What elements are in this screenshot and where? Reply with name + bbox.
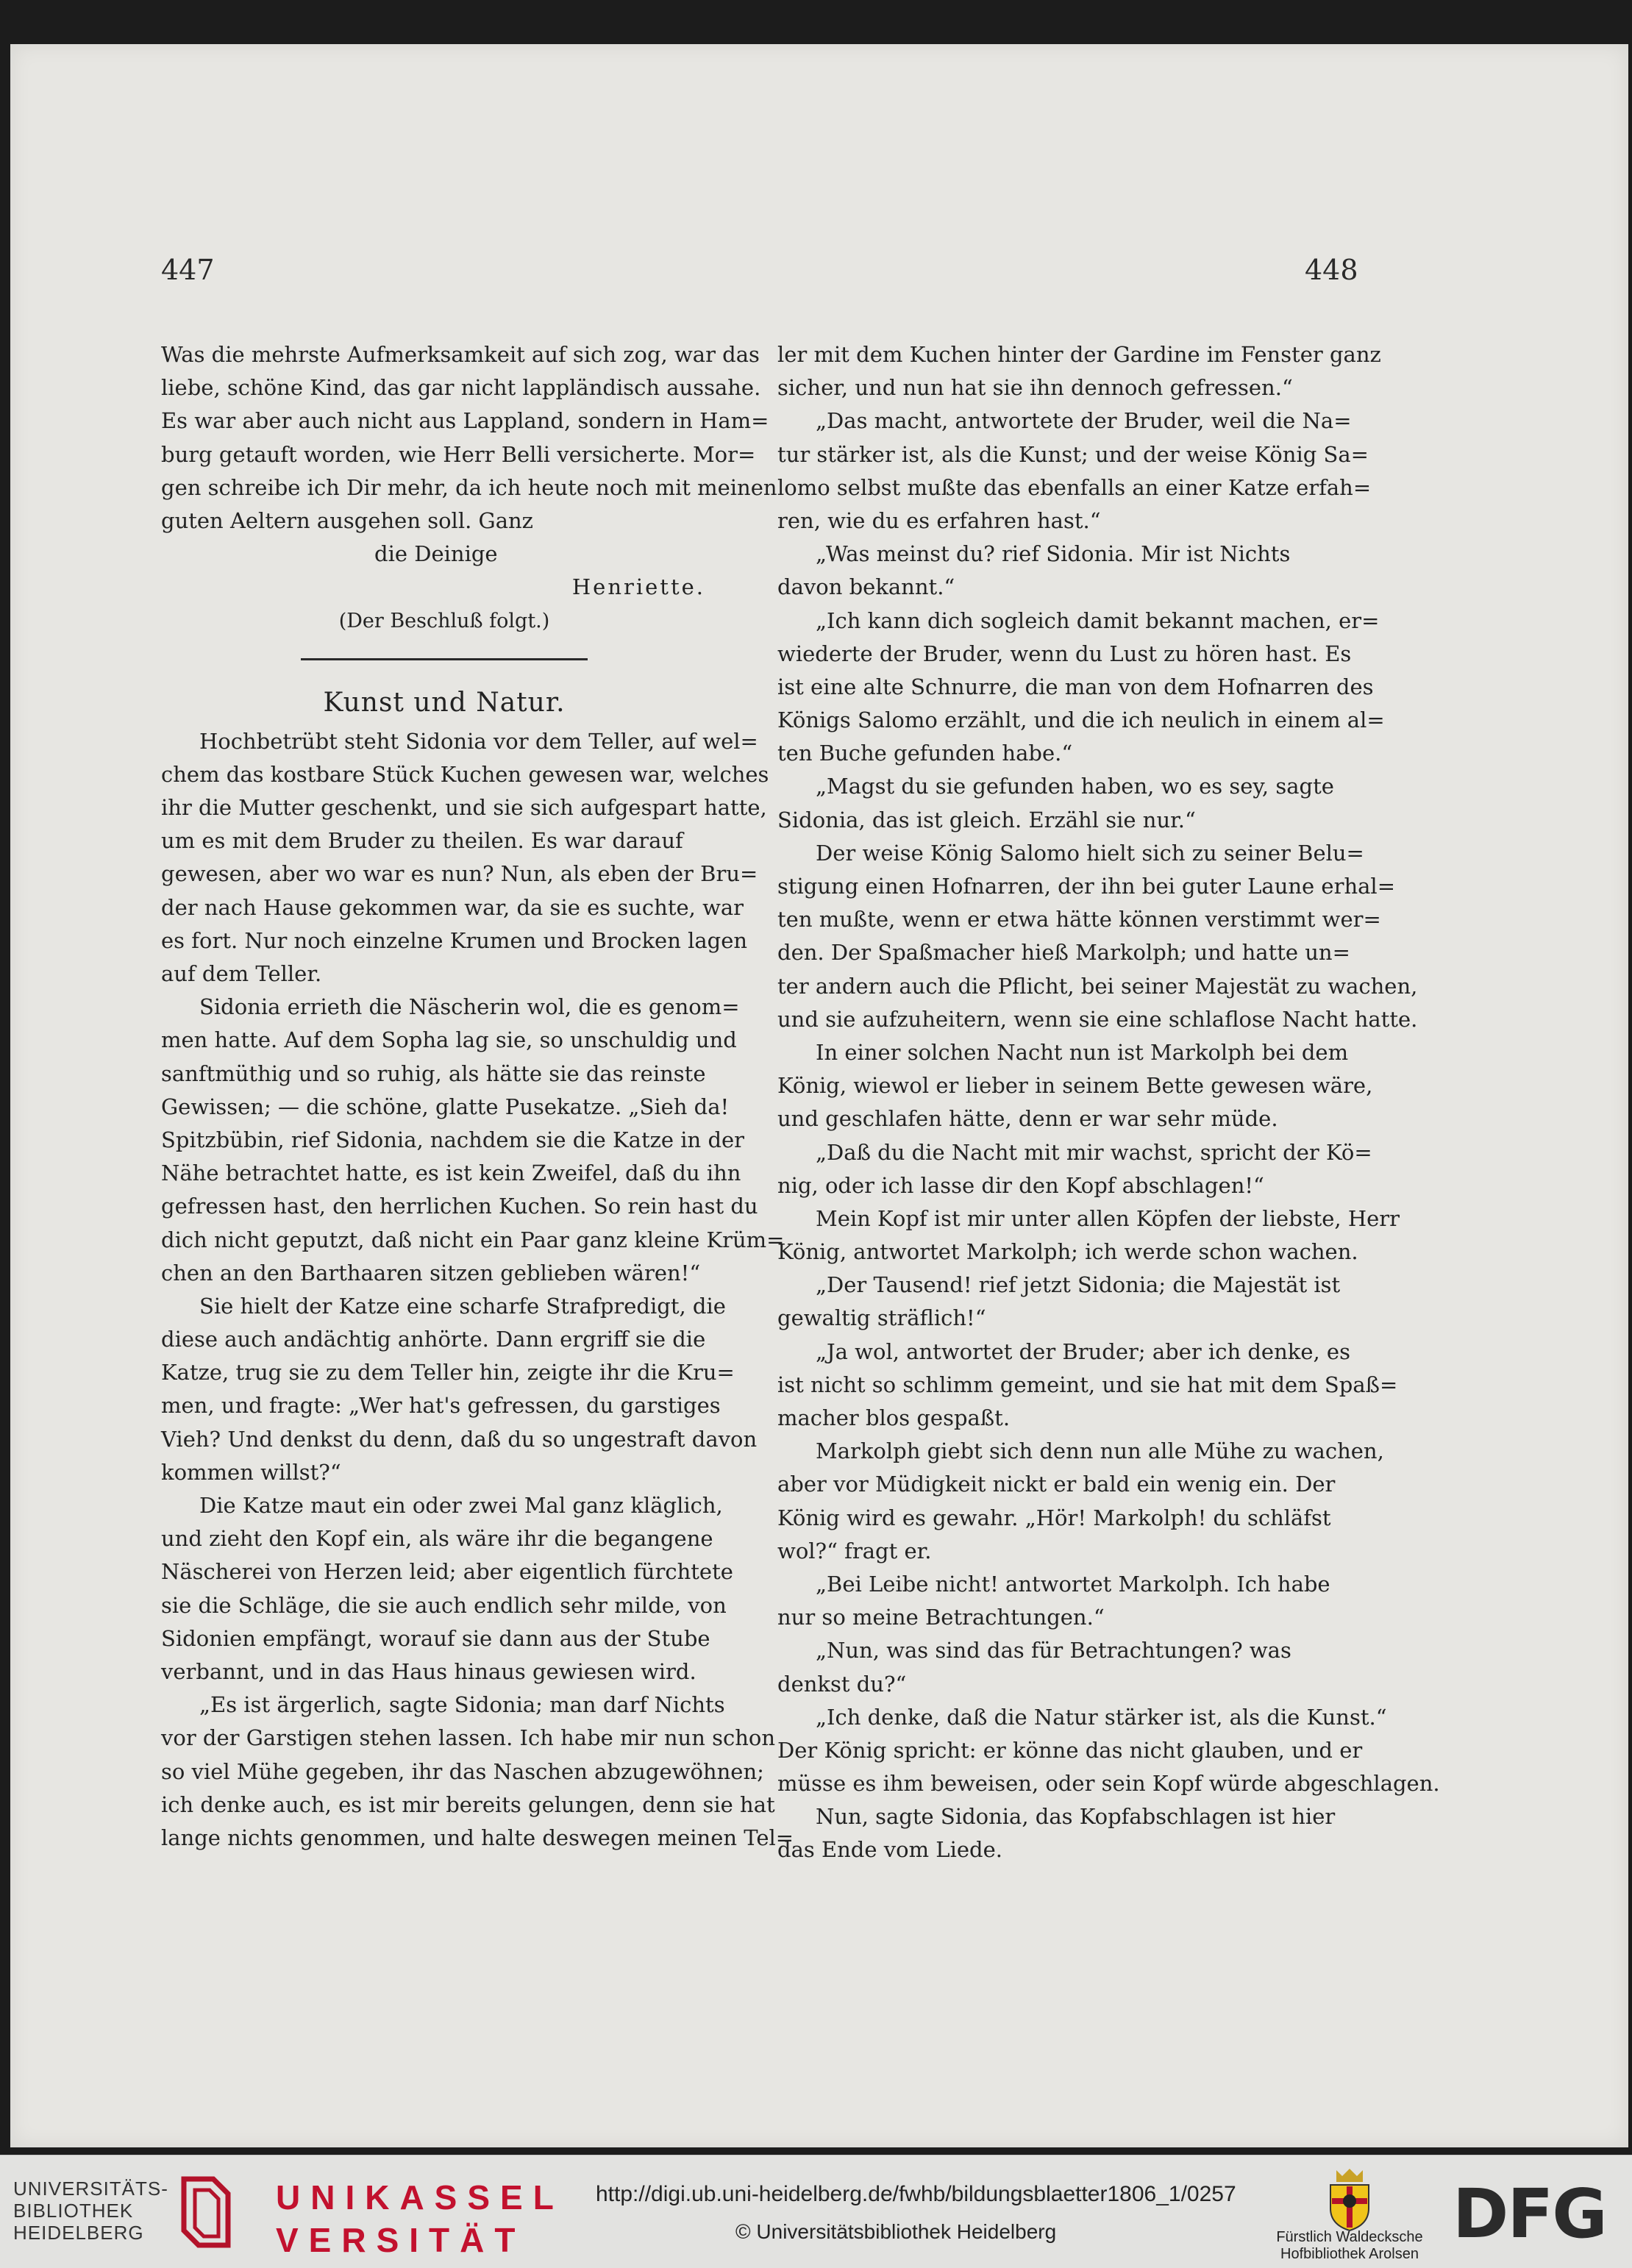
ub-line: BIBLIOTHEK — [13, 2200, 134, 2222]
text-line: das Ende vom Liede. — [777, 1837, 1002, 1863]
paragraph — [777, 1136, 1372, 1202]
text-line: Gewissen; — die schöne, glatte Pusekatze. „Sieh da! — [161, 1094, 730, 1119]
text-line: guten Aeltern ausgehen soll. Ganz — [161, 507, 533, 533]
text-line: um es mit dem Bruder zu theilen. Es war darauf — [161, 828, 683, 854]
text-line: sie die Schläge, die sie auch endlich sehr milde, von — [161, 1592, 727, 1618]
text-line: nur so meine Betrachtungen.“ — [777, 1605, 1105, 1630]
text-line: lange nichts genommen, und halte deswegen meinen Tel= — [161, 1825, 794, 1850]
paragraph — [161, 1290, 758, 1489]
paragraph — [777, 404, 1372, 538]
paragraph — [777, 1036, 1373, 1136]
text-line: denkst du?“ — [777, 1671, 907, 1697]
text-line: macher blos gespaßt. — [777, 1405, 1011, 1430]
right-column — [777, 338, 1440, 1867]
text-line: „Es ist ärgerlich, sagte Sidonia; man darf Nichts — [199, 1692, 725, 1718]
uni-kassel-line2: VERSITÄT — [276, 2221, 526, 2259]
text-line: stigung einen Hofnarren, der ihn bei guter Laune erhal= — [777, 874, 1395, 899]
text-line: nig, oder ich lasse dir den Kopf abschlagen!“ — [777, 1172, 1264, 1198]
paragraph — [777, 605, 1385, 771]
text-line: Mein Kopf ist mir unter allen Köpfen der liebste, Herr — [816, 1205, 1400, 1231]
text-line: Spitzbübin, rief Sidonia, nachdem sie die Katze in der — [161, 1127, 745, 1152]
paragraph — [777, 1800, 1344, 1866]
text-line: und sie aufzuheitern, wenn sie eine schlaflose Nacht hatte. — [777, 1006, 1418, 1032]
story-title: Kunst und Natur. — [323, 687, 566, 718]
paragraph — [777, 1336, 1398, 1436]
story-text-left — [161, 725, 794, 1855]
page-number-right: 448 — [1305, 254, 1358, 286]
text-line: den. Der Spaßmacher hieß Markolph; und hatte un= — [777, 940, 1350, 966]
text-line: Der König spricht: er könne das nicht glauben, und er — [777, 1737, 1363, 1763]
text-line: ist nicht so schlimm gemeint, und sie hat mit dem Spaß= — [777, 1372, 1398, 1397]
text-line: Die Katze maut ein oder zwei Mal ganz kläglich, — [199, 1493, 723, 1518]
left-column — [161, 338, 794, 1855]
continuation-note: (Der Beschluß folgt.) — [338, 609, 550, 632]
footer-bar — [0, 2155, 1632, 2268]
book-page-spread — [10, 44, 1628, 2147]
text-line: davon bekannt.“ — [777, 574, 955, 600]
text-line: gewesen, aber wo war es nun? Nun, als eben der Bru= — [161, 861, 758, 887]
text-line: ren, wie du es erfahren hast.“ — [777, 507, 1101, 533]
fw-line: Hofbibliothek Arolsen — [1280, 2246, 1419, 2262]
text-line: so viel Mühe gegeben, ihr das Naschen abzugewöhnen; — [161, 1758, 764, 1784]
text-line: „Bei Leibe nicht! antwortet Markolph. Ich habe — [816, 1571, 1330, 1597]
paragraph — [777, 1701, 1440, 1801]
text-line: „Ja wol, antwortet der Bruder; aber ich denke, es — [816, 1338, 1350, 1364]
text-line: es fort. Nur noch einzelne Krumen und Brocken lagen — [161, 927, 748, 953]
paragraph — [777, 837, 1418, 1036]
text-line: „Magst du sie gefunden haben, wo es sey, sagte — [816, 774, 1334, 799]
text-line: chem das kostbare Stück Kuchen gewesen war, welches — [161, 761, 769, 787]
letter-ending — [161, 338, 777, 538]
text-line: König, wiewol er lieber in seinem Bette gewesen wäre, — [777, 1073, 1373, 1099]
paragraph — [161, 991, 785, 1290]
text-line: gen schreibe ich Dir mehr, da ich heute noch mit meinen — [161, 474, 777, 500]
text-line: men hatte. Auf dem Sopha lag sie, so unschuldig und — [161, 1027, 737, 1053]
text-line: Königs Salomo erzählt, und die ich neulich in einem al= — [777, 707, 1385, 733]
paragraph — [161, 1688, 794, 1855]
text-line: „Daß du die Nacht mit mir wachst, spricht der Kö= — [816, 1139, 1372, 1165]
text-line: ihr die Mutter geschenkt, und sie sich aufgespart hatte, — [161, 795, 767, 821]
text-line: men, und fragte: „Wer hat's gefressen, du garstiges — [161, 1393, 721, 1419]
text-line: wiederte der Bruder, wenn du Lust zu hören hast. Es — [777, 641, 1352, 666]
ub-line: UNIVERSITÄTS- — [13, 2178, 168, 2200]
text-line: Sidonia, das ist gleich. Erzähl sie nur.“ — [777, 807, 1196, 832]
text-line: Näscherei von Herzen leid; aber eigentlich fürchtete — [161, 1559, 733, 1585]
waldeck-crest-icon — [1320, 2166, 1379, 2232]
section-divider — [301, 658, 588, 660]
ub-heidelberg-logo-icon — [177, 2172, 235, 2253]
text-line: ist eine alte Schnurre, die man von dem Hofnarren des — [777, 674, 1374, 699]
text-line: sicher, und nun hat sie ihn dennoch gefressen.“ — [777, 375, 1293, 401]
dfg-logo: DFG — [1453, 2175, 1606, 2253]
text-line: „Ich kann dich sogleich damit bekannt machen, er= — [816, 607, 1380, 633]
text-line: chen an den Barthaaren sitzen geblieben wären!“ — [161, 1260, 701, 1285]
text-line: gefressen hast, den herrlichen Kuchen. So rein hast du — [161, 1194, 758, 1219]
text-line: burg getauft worden, wie Herr Belli versicherte. Mor= — [161, 441, 756, 467]
copyright-notice: © Universitätsbibliothek Heidelberg — [735, 2220, 1057, 2243]
text-line: auf dem Teller. — [161, 961, 322, 986]
text-line: müsse es ihm beweisen, oder sein Kopf würde abgeschlagen. — [777, 1771, 1440, 1797]
text-line: ten Buche gefunden habe.“ — [777, 741, 1073, 766]
paragraph — [161, 725, 769, 991]
paragraph — [777, 770, 1344, 836]
paragraph — [777, 1202, 1400, 1269]
text-line: ich denke auch, es ist mir bereits gelungen, denn sie hat — [161, 1791, 775, 1817]
text-line: dich nicht geputzt, daß nicht ein Paar ganz kleine Krüm= — [161, 1227, 785, 1252]
text-line: ler mit dem Kuchen hinter der Gardine im Fenster ganz — [777, 342, 1381, 367]
text-line: Der weise König Salomo hielt sich zu seiner Belu= — [816, 840, 1364, 866]
text-line: kommen willst?“ — [161, 1459, 341, 1485]
text-line: und zieht den Kopf ein, als wäre ihr die begangene — [161, 1526, 713, 1552]
text-line: „Was meinst du? rief Sidonia. Mir ist Nichts — [816, 541, 1291, 567]
ub-heidelberg-name — [13, 2178, 168, 2244]
text-line: aber vor Müdigkeit nickt er bald ein wenig ein. Der — [777, 1472, 1336, 1497]
text-line: wol?“ fragt er. — [777, 1538, 932, 1563]
text-line: Sie hielt der Katze eine scharfe Strafpredigt, die — [199, 1293, 726, 1319]
text-line: König, antwortet Markolph; ich werde schon wachen. — [777, 1239, 1358, 1265]
text-line: tur stärker ist, als die Kunst; und der weise König Sa= — [777, 441, 1369, 467]
text-line: Markolph giebt sich denn nun alle Mühe zu wachen, — [816, 1438, 1384, 1464]
ub-line: HEIDELBERG — [13, 2222, 144, 2244]
fw-line: Fürstlich Waldecksche — [1276, 2229, 1423, 2245]
text-line: vor der Garstigen stehen lassen. Ich habe mir nun schon — [161, 1725, 776, 1751]
text-line: Hochbetrübt steht Sidonia vor dem Teller, auf wel= — [199, 728, 758, 754]
text-line: „Das macht, antwortete der Bruder, weil die Na= — [816, 408, 1352, 434]
text-line: Was die mehrste Aufmerksamkeit auf sich zog, war das — [161, 342, 760, 367]
text-line: der nach Hause gekommen war, da sie es suchte, war — [161, 894, 744, 920]
paragraph — [777, 1435, 1384, 1568]
text-line: In einer solchen Nacht nun ist Markolph bei dem — [816, 1039, 1349, 1065]
text-line: und geschlafen hätte, denn er war sehr müde. — [777, 1106, 1278, 1132]
paragraph — [777, 538, 1344, 604]
uni-kassel-logo — [276, 2176, 564, 2261]
paragraph — [161, 1489, 733, 1688]
paragraph — [777, 1568, 1344, 1634]
paragraph — [777, 1269, 1344, 1335]
letter-closing: die Deinige — [374, 541, 498, 567]
text-line: verbannt, und in das Haus hinaus gewiesen wird. — [161, 1658, 696, 1684]
text-line: Sidonien empfängt, worauf sie dann aus der Stube — [161, 1625, 710, 1651]
waldeck-library-name — [1261, 2229, 1438, 2263]
text-line: Katze, trug sie zu dem Teller hin, zeigte ihr die Kru= — [161, 1360, 735, 1386]
letter-signature: Henriette. — [571, 574, 705, 600]
uni-kassel-line1: UNIKASSEL — [276, 2178, 564, 2217]
text-line: lomo selbst mußte das ebenfalls an einer Katze erfah= — [777, 474, 1372, 500]
paragraph — [777, 338, 1381, 404]
text-line: „Ich denke, daß die Natur stärker ist, als die Kunst.“ — [816, 1704, 1387, 1730]
text-line: ter andern auch die Pflicht, bei seiner Majestät zu wachen, — [777, 973, 1418, 999]
text-line: König wird es gewahr. „Hör! Markolph! du schläfst — [777, 1505, 1331, 1530]
text-line: liebe, schöne Kind, das gar nicht lappländisch aussahe. — [161, 375, 761, 401]
permalink-url[interactable]: http://digi.ub.uni-heidelberg.de/fwhb/bildungsblaetter1806_1/0257 — [596, 2182, 1236, 2206]
text-line: „Nun, was sind das für Betrachtungen? was — [816, 1638, 1291, 1663]
text-line: ten mußte, wenn er etwa hätte können verstimmt wer= — [777, 907, 1381, 932]
text-line: diese auch andächtig anhörte. Dann ergriff sie die — [161, 1327, 706, 1352]
text-line: Nun, sagte Sidonia, das Kopfabschlagen ist hier — [816, 1804, 1336, 1830]
text-line: Es war aber auch nicht aus Lappland, sondern in Ham= — [161, 408, 769, 434]
text-line: sanftmüthig und so ruhig, als hätte sie das reinste — [161, 1060, 706, 1086]
text-line: Vieh? Und denkst du denn, daß du so ungestraft davon — [161, 1426, 758, 1452]
text-line: „Der Tausend! rief jetzt Sidonia; die Majestät ist — [816, 1272, 1341, 1298]
text-line: Sidonia errieth die Näscherin wol, die es genom= — [199, 994, 740, 1020]
page-number-left: 447 — [161, 254, 215, 286]
paragraph — [777, 1634, 1344, 1700]
text-line: gewaltig sträflich!“ — [777, 1305, 986, 1331]
text-line: Nähe betrachtet hatte, es ist kein Zweifel, daß du ihn — [161, 1160, 741, 1186]
